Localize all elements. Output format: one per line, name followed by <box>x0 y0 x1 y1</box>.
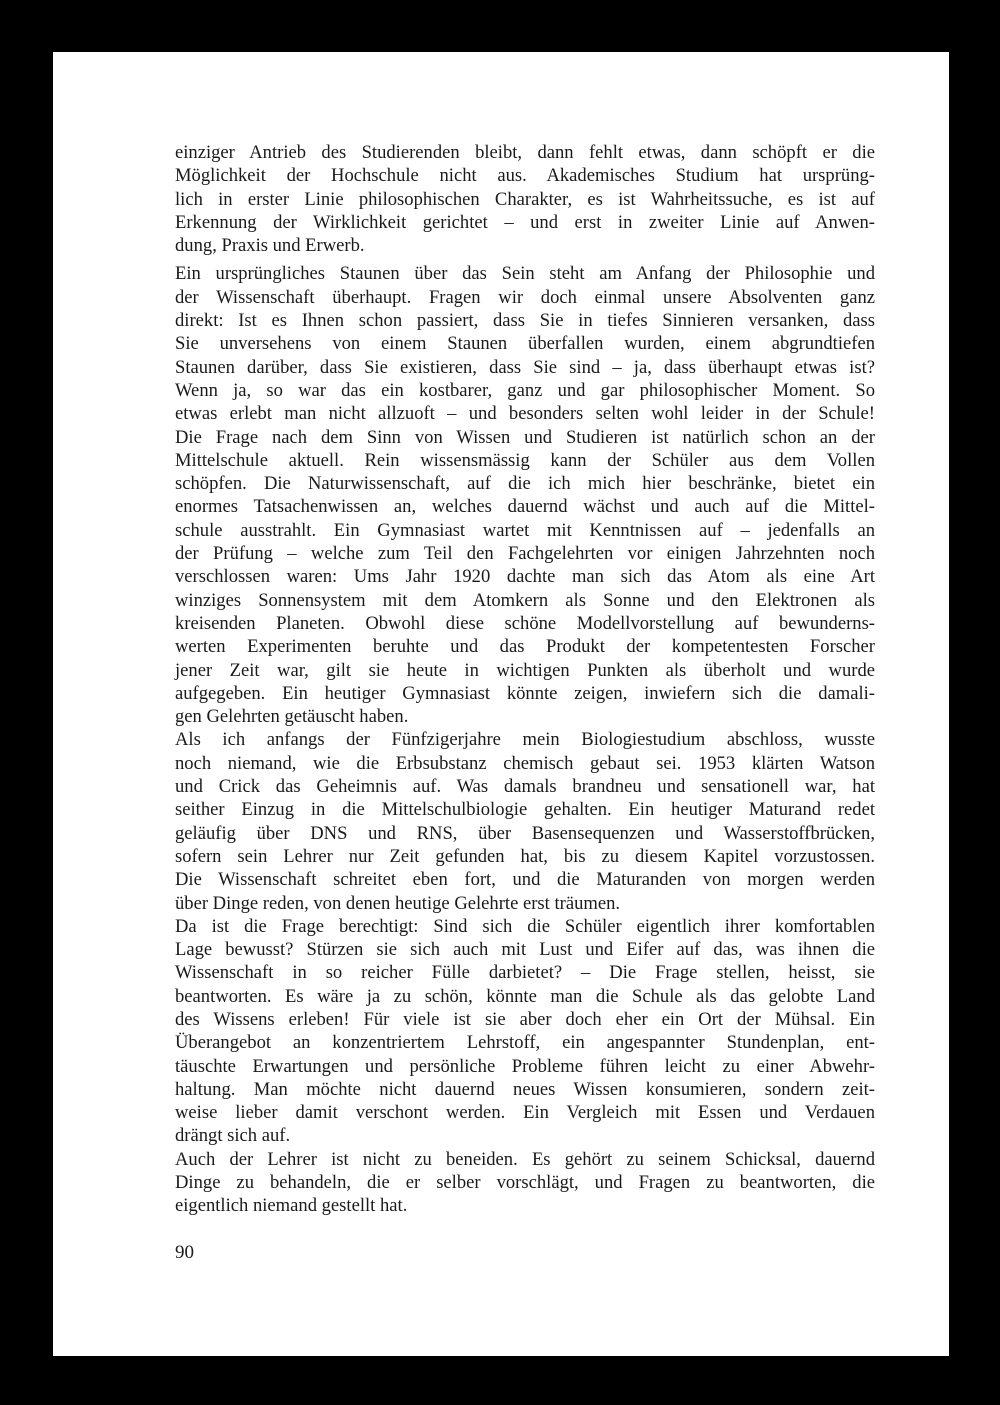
paragraph-1 <box>175 141 875 257</box>
text-line: Möglichkeit der Hochschule nicht aus. Akademisches Studium hat ursprüng- <box>175 165 875 187</box>
body-text <box>175 141 875 1218</box>
text-line: Wissenschaft in so reicher Fülle darbietet? – Die Frage stellen, heisst, sie <box>175 962 875 984</box>
text-line: noch niemand, wie die Erbsubstanz chemisch gebaut sei. 1953 klärten Watson <box>175 752 875 774</box>
page-number: 90 <box>175 1242 194 1263</box>
text-line: Die Frage nach dem Sinn von Wissen und Studieren ist natürlich schon an der <box>175 426 875 448</box>
text-line: seither Einzug in die Mittelschulbiologie gehalten. Ein heutiger Maturand redet <box>175 799 875 821</box>
text-line: jener Zeit war, gilt sie heute in wichtigen Punkten als überholt und wurde <box>175 659 875 681</box>
text-line: Erkennung der Wirklichkeit gerichtet – und erst in zweiter Linie auf Anwen- <box>175 211 875 233</box>
paragraph-2 <box>175 262 875 728</box>
paragraph-3 <box>175 728 875 914</box>
text-line: kreisenden Planeten. Obwohl diese schöne Modellvorstellung auf bewunderns- <box>175 612 875 634</box>
paragraph-4 <box>175 915 875 1148</box>
text-line: gen Gelehrten getäuscht haben. <box>175 706 409 728</box>
text-line: aufgegeben. Ein heutiger Gymnasiast könnte zeigen, inwiefern sich die damali- <box>175 682 875 704</box>
text-line: direkt: Ist es Ihnen schon passiert, dass Sie in tiefes Sinnieren versanken, dass <box>175 310 875 332</box>
text-line: winziges Sonnensystem mit dem Atomkern als Sonne und den Elektronen als <box>175 589 875 611</box>
text-line: der Wissenschaft überhaupt. Fragen wir doch einmal unsere Absolventen ganz <box>175 286 875 308</box>
text-line: geläufig über DNS und RNS, über Basensequenzen und Wasserstoffbrücken, <box>175 822 875 844</box>
text-line: schule ausstrahlt. Ein Gymnasiast wartet mit Kenntnissen auf – jedenfalls an <box>175 519 875 541</box>
text-line: Mittelschule aktuell. Rein wissensmässig kann der Schüler aus dem Vollen <box>175 449 875 471</box>
text-line: schöpfen. Die Naturwissenschaft, auf die ich mich hier beschränke, bietet ein <box>175 473 875 495</box>
paragraph-5 <box>175 1148 875 1218</box>
text-line: werten Experimenten beruhte und das Produkt der kompetentesten Forscher <box>175 636 875 658</box>
text-line: Sie unversehens von einem Staunen überfallen wurden, einem abgrundtiefen <box>175 333 875 355</box>
text-line: Als ich anfangs der Fünfzigerjahre mein Biologiestudium abschloss, wusste <box>175 729 875 751</box>
text-line: über Dinge reden, von denen heutige Gelehrte erst träumen. <box>175 892 621 914</box>
text-line: Lage bewusst? Stürzen sie sich auch mit Lust und Eifer auf das, was ihnen die <box>175 939 875 961</box>
text-line: weise lieber damit verschont werden. Ein Vergleich mit Essen und Verdauen <box>175 1102 875 1124</box>
text-line: verschlossen waren: Ums Jahr 1920 dachte man sich das Atom als eine Art <box>175 566 875 588</box>
text-line: enormes Tatsachenwissen an, welches dauernd wächst und auch auf die Mittel- <box>175 496 875 518</box>
text-line: Da ist die Frage berechtigt: Sind sich die Schüler eigentlich ihrer komfortablen <box>175 915 875 937</box>
text-line: und Crick das Geheimnis auf. Was damals brandneu und sensationell war, hat <box>175 776 875 798</box>
text-line: sofern sein Lehrer nur Zeit gefunden hat, bis zu diesem Kapitel vorzustossen. <box>175 845 875 867</box>
text-line: der Prüfung – welche zum Teil den Fachgelehrten vor einigen Jahrzehnten noch <box>175 543 875 565</box>
text-line: einziger Antrieb des Studierenden bleibt, dann fehlt etwas, dann schöpft er die <box>175 142 875 163</box>
text-line: Staunen darüber, dass Sie existieren, dass Sie sind – ja, dass überhaupt etwas ist? <box>175 356 875 378</box>
text-line: haltung. Man möchte nicht dauernd neues Wissen konsumieren, sondern zeit- <box>175 1078 875 1100</box>
text-line: Die Wissenschaft schreitet eben fort, und die Maturanden von morgen werden <box>175 869 875 891</box>
text-line: drängt sich auf. <box>175 1125 291 1147</box>
text-line: eigentlich niemand gestellt hat. <box>175 1195 408 1217</box>
text-line: beantworten. Es wäre ja zu schön, könnte man die Schule als das gelobte Land <box>175 985 875 1007</box>
text-line: Dinge zu behandeln, die er selber vorschlägt, und Fragen zu beantworten, die <box>175 1172 875 1194</box>
book-page <box>53 52 949 1356</box>
text-line: etwas erlebt man nicht allzuoft – und besonders selten wohl leider in der Schule! <box>175 403 875 425</box>
text-line: Wenn ja, so war das ein kostbarer, ganz und gar philosophischer Moment. So <box>175 379 875 401</box>
text-line: täuschte Erwartungen und persönliche Probleme führen leicht zu einer Abwehr- <box>175 1055 875 1077</box>
text-line: Ein ursprüngliches Staunen über das Sein steht am Anfang der Philosophie und <box>175 263 875 285</box>
text-line: lich in erster Linie philosophischen Charakter, es ist Wahrheitssuche, es ist auf <box>175 188 875 210</box>
text-line: des Wissens erleben! Für viele ist sie aber doch eher ein Ort der Mühsal. Ein <box>175 1008 875 1030</box>
text-line: Überangebot an konzentriertem Lehrstoff, ein angespannter Stundenplan, ent- <box>175 1032 875 1054</box>
text-line: dung, Praxis und Erwerb. <box>175 235 365 257</box>
text-line: Auch der Lehrer ist nicht zu beneiden. Es gehört zu seinem Schicksal, dauernd <box>175 1148 875 1170</box>
